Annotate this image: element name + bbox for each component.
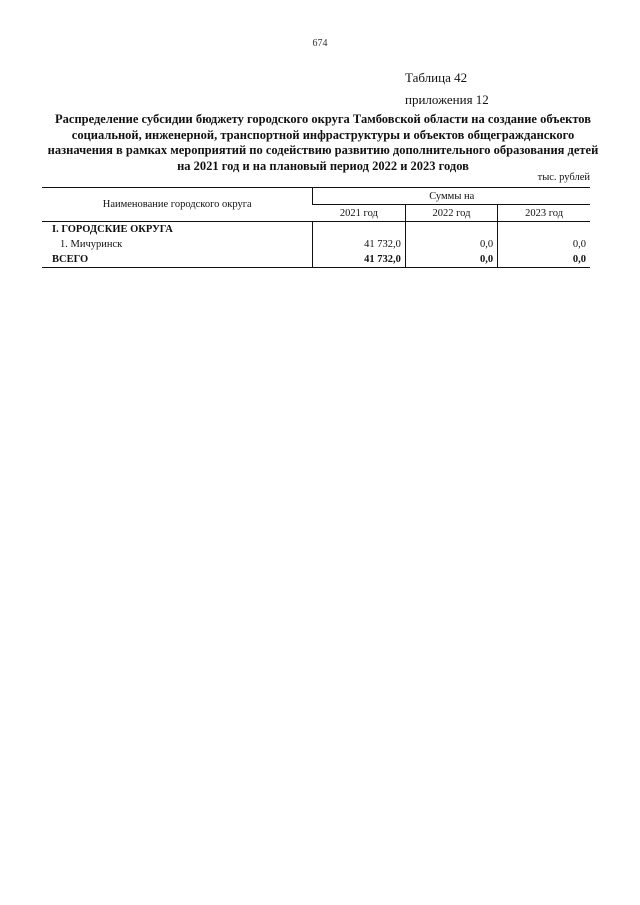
- row-value-2022: 0,0: [405, 237, 497, 252]
- row-value-2022: [405, 222, 497, 238]
- row-name: 1. Мичуринск: [60, 239, 123, 250]
- header-year-2021: 2021 год: [313, 205, 405, 222]
- row-value-2021: 41 732,0: [313, 252, 405, 268]
- row-value-2021: 41 732,0: [313, 237, 405, 252]
- row-value-2023: [498, 222, 590, 238]
- row-name: ВСЕГО: [42, 252, 313, 268]
- row-value-2023: 0,0: [498, 252, 590, 268]
- header-name-column: Наименование городского округа: [42, 188, 313, 222]
- table-header-row: [42, 188, 590, 205]
- page-number: 674: [312, 38, 328, 49]
- appendix-label: приложения 12: [405, 92, 489, 107]
- subsidy-table: [42, 187, 590, 268]
- header-year-2022: 2022 год: [405, 205, 497, 222]
- header-year-2023: 2023 год: [498, 205, 590, 222]
- row-name: I. ГОРОДСКИЕ ОКРУГА: [52, 224, 173, 235]
- row-value-2023: 0,0: [498, 237, 590, 252]
- table-row-item: [42, 237, 590, 252]
- table-label: Таблица 42: [405, 70, 468, 85]
- unit-label: тыс. рублей: [537, 172, 590, 183]
- table-row-total: [42, 252, 590, 268]
- row-value-2021: [313, 222, 405, 238]
- table-row-section: [42, 222, 590, 238]
- header-sums-group: Суммы на: [313, 188, 590, 205]
- row-value-2022: 0,0: [405, 252, 497, 268]
- document-title: Распределение субсидии бюджету городского округа Тамбовской области на создание объектов социальной, инженерной, транспортной инфраструктуры и объектов общегражданского назначения в рамках мероприятий по содействию развитию дополнительного образования детей на 2021 год и на плановый период 2022 и 2023 годов: [47, 112, 599, 173]
